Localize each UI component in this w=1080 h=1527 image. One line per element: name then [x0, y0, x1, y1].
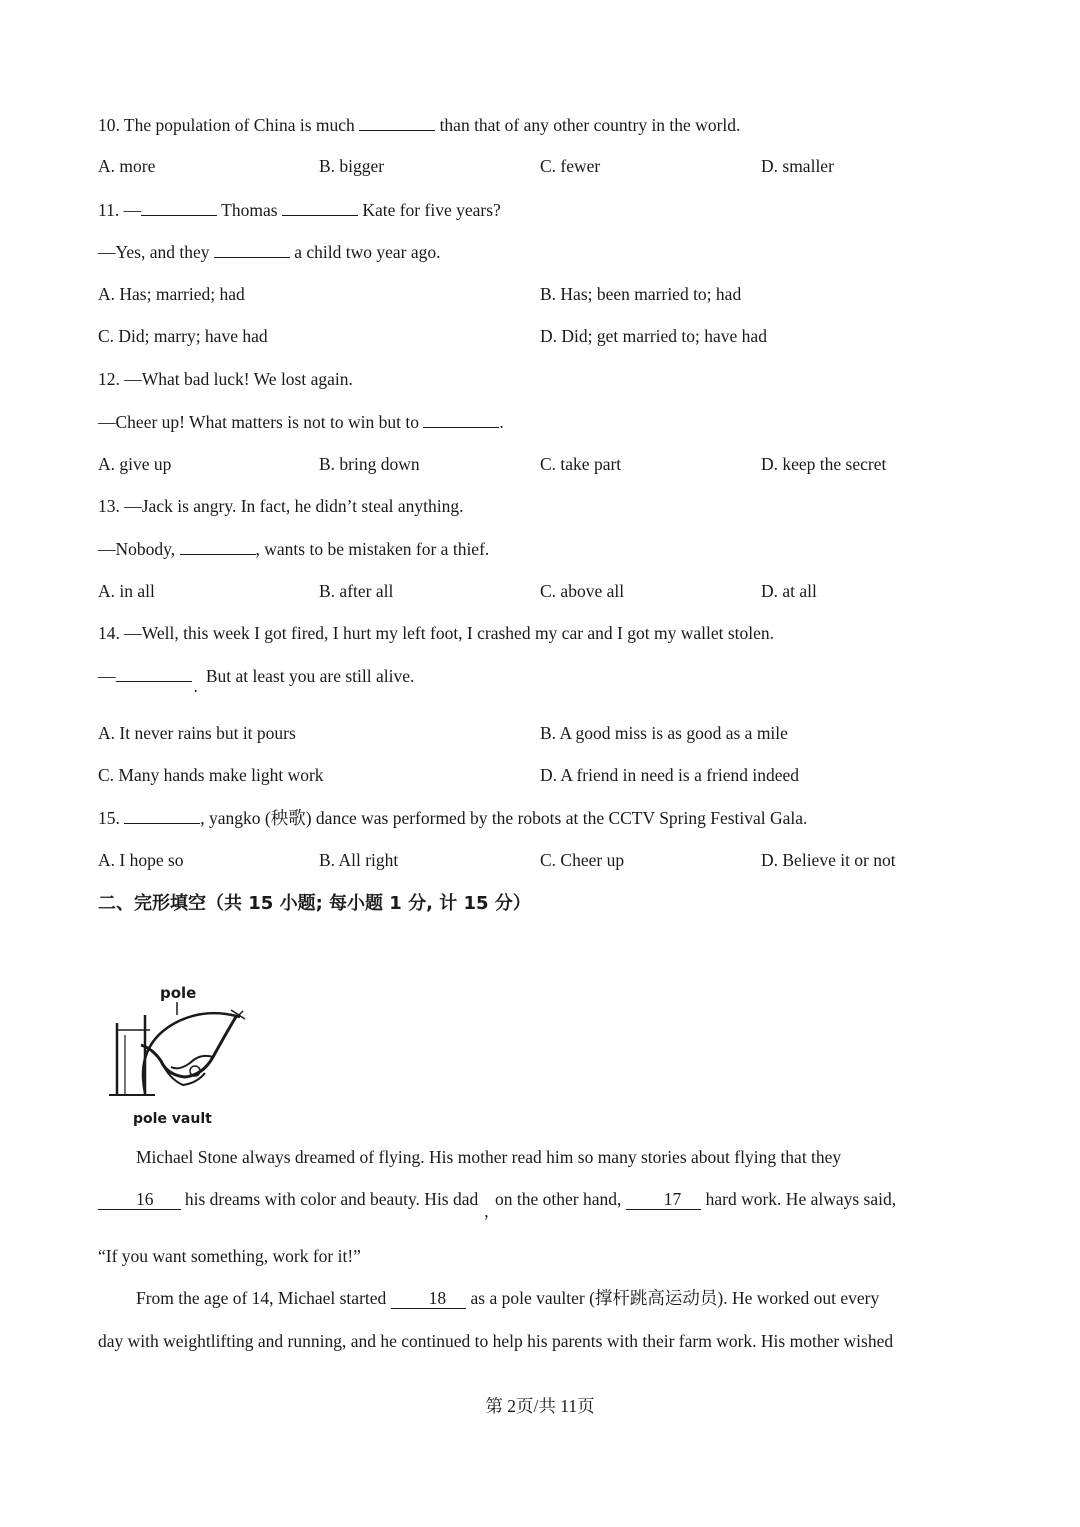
q10-stem-part: than that of any other country in the world. [435, 115, 741, 135]
q15-option-b: B. All right [319, 850, 399, 870]
q13-reply-part: —Nobody, [98, 539, 180, 559]
passage-comma: , [484, 1201, 489, 1221]
q10-stem-part: 10. The population of China is much [98, 115, 360, 135]
q12-reply [98, 410, 504, 433]
q12-reply-part: . [499, 412, 504, 432]
section-title: 二、完形填空（共 15 小题; 每小题 1 分, 计 15 分） [98, 893, 531, 914]
q11-option-d: D. Did; get married to; have had [540, 326, 767, 346]
q15-option-c: C. Cheer up [540, 850, 625, 870]
passage-p2-line1 [136, 1287, 879, 1309]
q11-stem-part: 11. — [98, 200, 142, 220]
q10-option-c: C. fewer [540, 156, 601, 176]
q12-stem: 12. —What bad luck! We lost again. [98, 369, 353, 389]
q11-reply-part: a child two year ago. [289, 242, 441, 262]
vaulter-body [141, 1015, 237, 1077]
q14-blank [116, 664, 192, 682]
q14-option-b: B. A good miss is as good as a mile [540, 723, 788, 743]
pole-vault-illustration [105, 975, 255, 1130]
q12-option-a: A. give up [98, 454, 172, 474]
page-footer: 第 2页/共 11页 [485, 1396, 595, 1416]
passage-text: on the other hand, [490, 1189, 626, 1209]
q14-stem: 14. —Well, this week I got fired, I hurt my left foot, I crashed my car and I got my wallet stolen. [98, 623, 775, 643]
q14-option-d: D. A friend in need is a friend indeed [540, 765, 800, 785]
q12-option-d: D. keep the secret [761, 454, 887, 474]
q15-option-d: D. Believe it or not [761, 850, 896, 870]
blank-18: 18 [391, 1288, 467, 1309]
passage-text: his dreams with color and beauty. His dad [180, 1189, 479, 1209]
q15-stem [98, 806, 807, 829]
q14-reply-part: — [98, 666, 116, 686]
bent-pole [143, 1013, 240, 1093]
q10-blank [359, 113, 435, 131]
q14-reply-dot: . [193, 676, 198, 696]
q13-blank [180, 537, 256, 555]
blank-17: 17 [626, 1189, 702, 1210]
passage-p1-line2 [98, 1188, 897, 1221]
q13-reply [98, 537, 489, 560]
pole-vault-figure [105, 975, 255, 1135]
figure-caption: pole vault [133, 1111, 212, 1127]
q14-option-c: C. Many hands make light work [98, 765, 324, 785]
q15-stem-part: 15. [98, 808, 125, 828]
q11-blank-1 [141, 198, 217, 216]
q13-option-a: A. in all [98, 581, 155, 601]
q15-stem-part: , yangko (秧歌) dance was performed by the robots at the CCTV Spring Festival Gala. [200, 808, 808, 828]
q15-blank [124, 806, 200, 824]
q13-option-b: B. after all [319, 581, 394, 601]
q12-reply-part: —Cheer up! What matters is not to win but to [98, 412, 424, 432]
passage-p1-line3: “If you want something, work for it!” [98, 1246, 361, 1266]
q10-option-d: D. smaller [761, 156, 834, 176]
q13-reply-part: , wants to be mistaken for a thief. [255, 539, 490, 559]
q11-stem-part: Thomas [217, 200, 282, 220]
q12-blank [423, 410, 499, 428]
q13-option-d: D. at all [761, 581, 817, 601]
q11-reply-part: —Yes, and they [98, 242, 214, 262]
q11-option-a: A. Has; married; had [98, 284, 245, 304]
q11-blank-2 [282, 198, 358, 216]
q14-option-a: A. It never rains but it pours [98, 723, 296, 743]
q10-stem [98, 113, 740, 136]
q11-stem [98, 198, 501, 221]
passage-p2-line2: day with weightlifting and running, and he continued to help his parents with their farm work. His mother wished [98, 1331, 894, 1351]
q10-option-b: B. bigger [319, 156, 385, 176]
q15-option-a: A. I hope so [98, 850, 184, 870]
q12-option-c: C. take part [540, 454, 622, 474]
q14-reply-part: But at least you are still alive. [205, 666, 415, 686]
q11-blank-3 [214, 240, 290, 258]
q11-stem-part: Kate for five years? [357, 200, 501, 220]
passage-p1-line1: Michael Stone always dreamed of flying. His mother read him so many stories about flying that they [136, 1147, 842, 1167]
blank-16: 16 [98, 1189, 181, 1210]
q12-option-b: B. bring down [319, 454, 420, 474]
q10-option-a: A. more [98, 156, 156, 176]
q13-stem: 13. —Jack is angry. In fact, he didn’t steal anything. [98, 496, 464, 516]
passage-text: hard work. He always said, [701, 1189, 897, 1209]
figure-label-pole: pole [160, 984, 197, 1002]
q11-option-c: C. Did; marry; have had [98, 326, 268, 346]
q14-reply [98, 664, 415, 696]
q11-option-b: B. Has; been married to; had [540, 284, 742, 304]
passage-text: From the age of 14, Michael started [136, 1288, 391, 1308]
passage-text: as a pole vaulter (撑杆跳高运动员). He worked out every [466, 1288, 880, 1308]
q11-reply [98, 240, 441, 263]
q13-option-c: C. above all [540, 581, 625, 601]
